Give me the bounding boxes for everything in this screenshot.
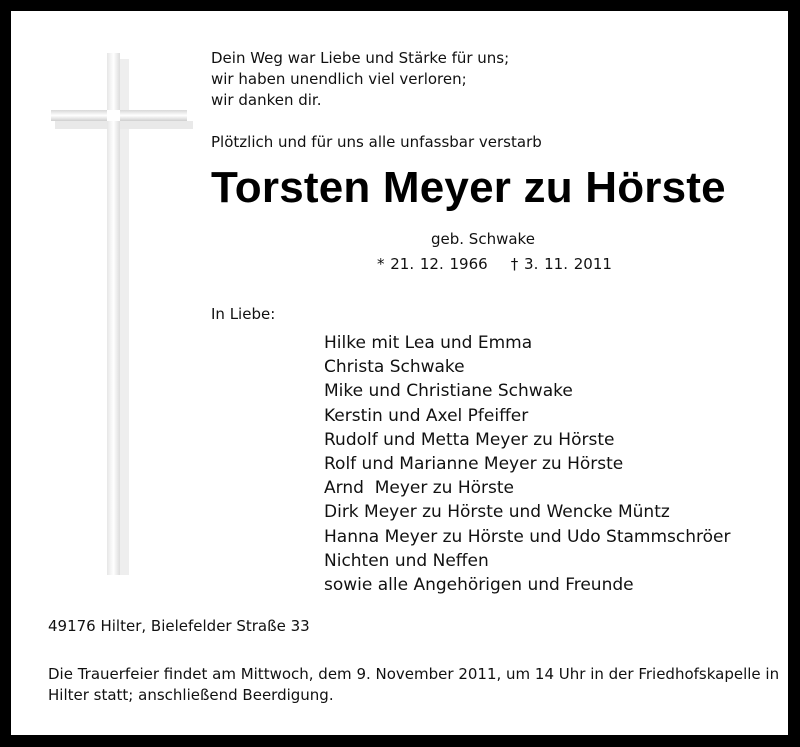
mourner: Rolf und Marianne Meyer zu Hörste [324, 454, 624, 475]
mourner: Hanna Meyer zu Hörste und Udo Stammschröer [324, 526, 731, 547]
mourner: Christa Schwake [324, 357, 465, 378]
intro-text: Plötzlich und für uns alle unfassbar verstarb [211, 133, 542, 151]
obituary-card [11, 11, 788, 735]
deceased-name: Torsten Meyer zu Hörste [211, 163, 726, 212]
in-love-label: In Liebe: [211, 305, 276, 323]
verse-line: wir danken dir. [211, 91, 322, 109]
birth-name: geb. Schwake [431, 230, 535, 248]
mourner: Mike und Christiane Schwake [324, 381, 573, 402]
funeral-notice: Die Trauerfeier findet am Mittwoch, dem 9. November 2011, um 14 Uhr in der Friedhofskapelle in Hilter statt; anschließend Beerdigung. [48, 665, 780, 704]
address: 49176 Hilter, Bielefelder Straße 33 [48, 617, 310, 635]
cross-icon [11, 11, 211, 611]
mourner: Hilke mit Lea und Emma [324, 333, 533, 353]
mourner: Dirk Meyer zu Hörste und Wencke Müntz [324, 502, 670, 523]
verse [211, 48, 509, 111]
mourner: Arnd Meyer zu Hörste [324, 478, 514, 499]
verse-line: wir haben unendlich viel verloren; [211, 70, 467, 88]
life-dates: * 21. 12. 1966 † 3. 11. 2011 [377, 255, 612, 273]
mourner: Nichten und Neffen [324, 550, 489, 571]
mourners-list [324, 331, 731, 597]
verse-line: Dein Weg war Liebe und Stärke für uns; [211, 49, 510, 67]
mourner: Rudolf und Metta Meyer zu Hörste [324, 429, 615, 450]
mourner: Kerstin und Axel Pfeiffer [324, 405, 529, 426]
mourner: sowie alle Angehörigen und Freunde [324, 575, 634, 596]
